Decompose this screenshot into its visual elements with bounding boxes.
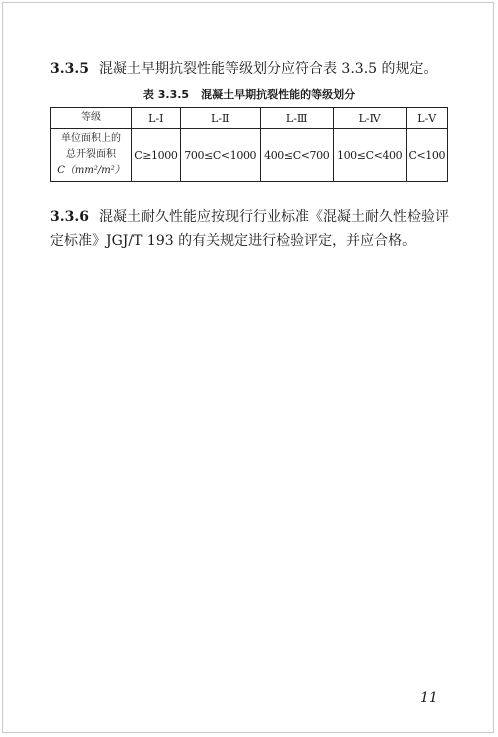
paragraph-text: 混凝土早期抗裂性能等级划分应符合表 3.3.5 的规定。 bbox=[98, 61, 438, 77]
paragraph-text: 混凝土耐久性能应按现行行业标准《混凝土耐久性检验评定标准》JGJ/T 193 的有关规定进行检验评定，并应合格。 bbox=[50, 209, 449, 249]
row-label-cell bbox=[51, 129, 132, 182]
value-cell-l4: 100≤C<400 bbox=[333, 129, 406, 182]
value-cell-l2: 700≤C<1000 bbox=[180, 129, 260, 182]
table-header-row bbox=[51, 108, 448, 129]
table-data-row bbox=[51, 129, 448, 182]
row-label-line-2: 总开裂面积 bbox=[66, 149, 116, 160]
header-cell-l4: L-Ⅳ bbox=[333, 108, 406, 129]
section-number: 3.3.6 bbox=[50, 209, 89, 225]
section-number: 3.3.5 bbox=[50, 61, 89, 77]
value-cell-l1: C≥1000 bbox=[132, 129, 181, 182]
value-cell-l3: 400≤C<700 bbox=[260, 129, 333, 182]
table-caption-number: 表 3.3.5 bbox=[142, 88, 190, 101]
crack-resistance-table bbox=[50, 107, 448, 182]
header-cell-l3: L-Ⅲ bbox=[260, 108, 333, 129]
paragraph-3-3-5 bbox=[50, 57, 450, 81]
header-cell-l2: L-Ⅱ bbox=[180, 108, 260, 129]
header-cell-grade: 等级 bbox=[51, 108, 132, 129]
row-label-line-1: 单位面积上的 bbox=[61, 133, 121, 144]
row-label-line-3: C（mm²/m²） bbox=[57, 165, 125, 176]
table-caption bbox=[50, 86, 448, 102]
header-cell-l1: L-Ⅰ bbox=[132, 108, 181, 129]
value-cell-l5: C<100 bbox=[406, 129, 447, 182]
page-number: 11 bbox=[420, 690, 438, 706]
header-cell-l5: L-Ⅴ bbox=[406, 108, 447, 129]
paragraph-3-3-6 bbox=[50, 205, 450, 253]
table-caption-title: 混凝土早期抗裂性能的等级划分 bbox=[201, 88, 356, 101]
